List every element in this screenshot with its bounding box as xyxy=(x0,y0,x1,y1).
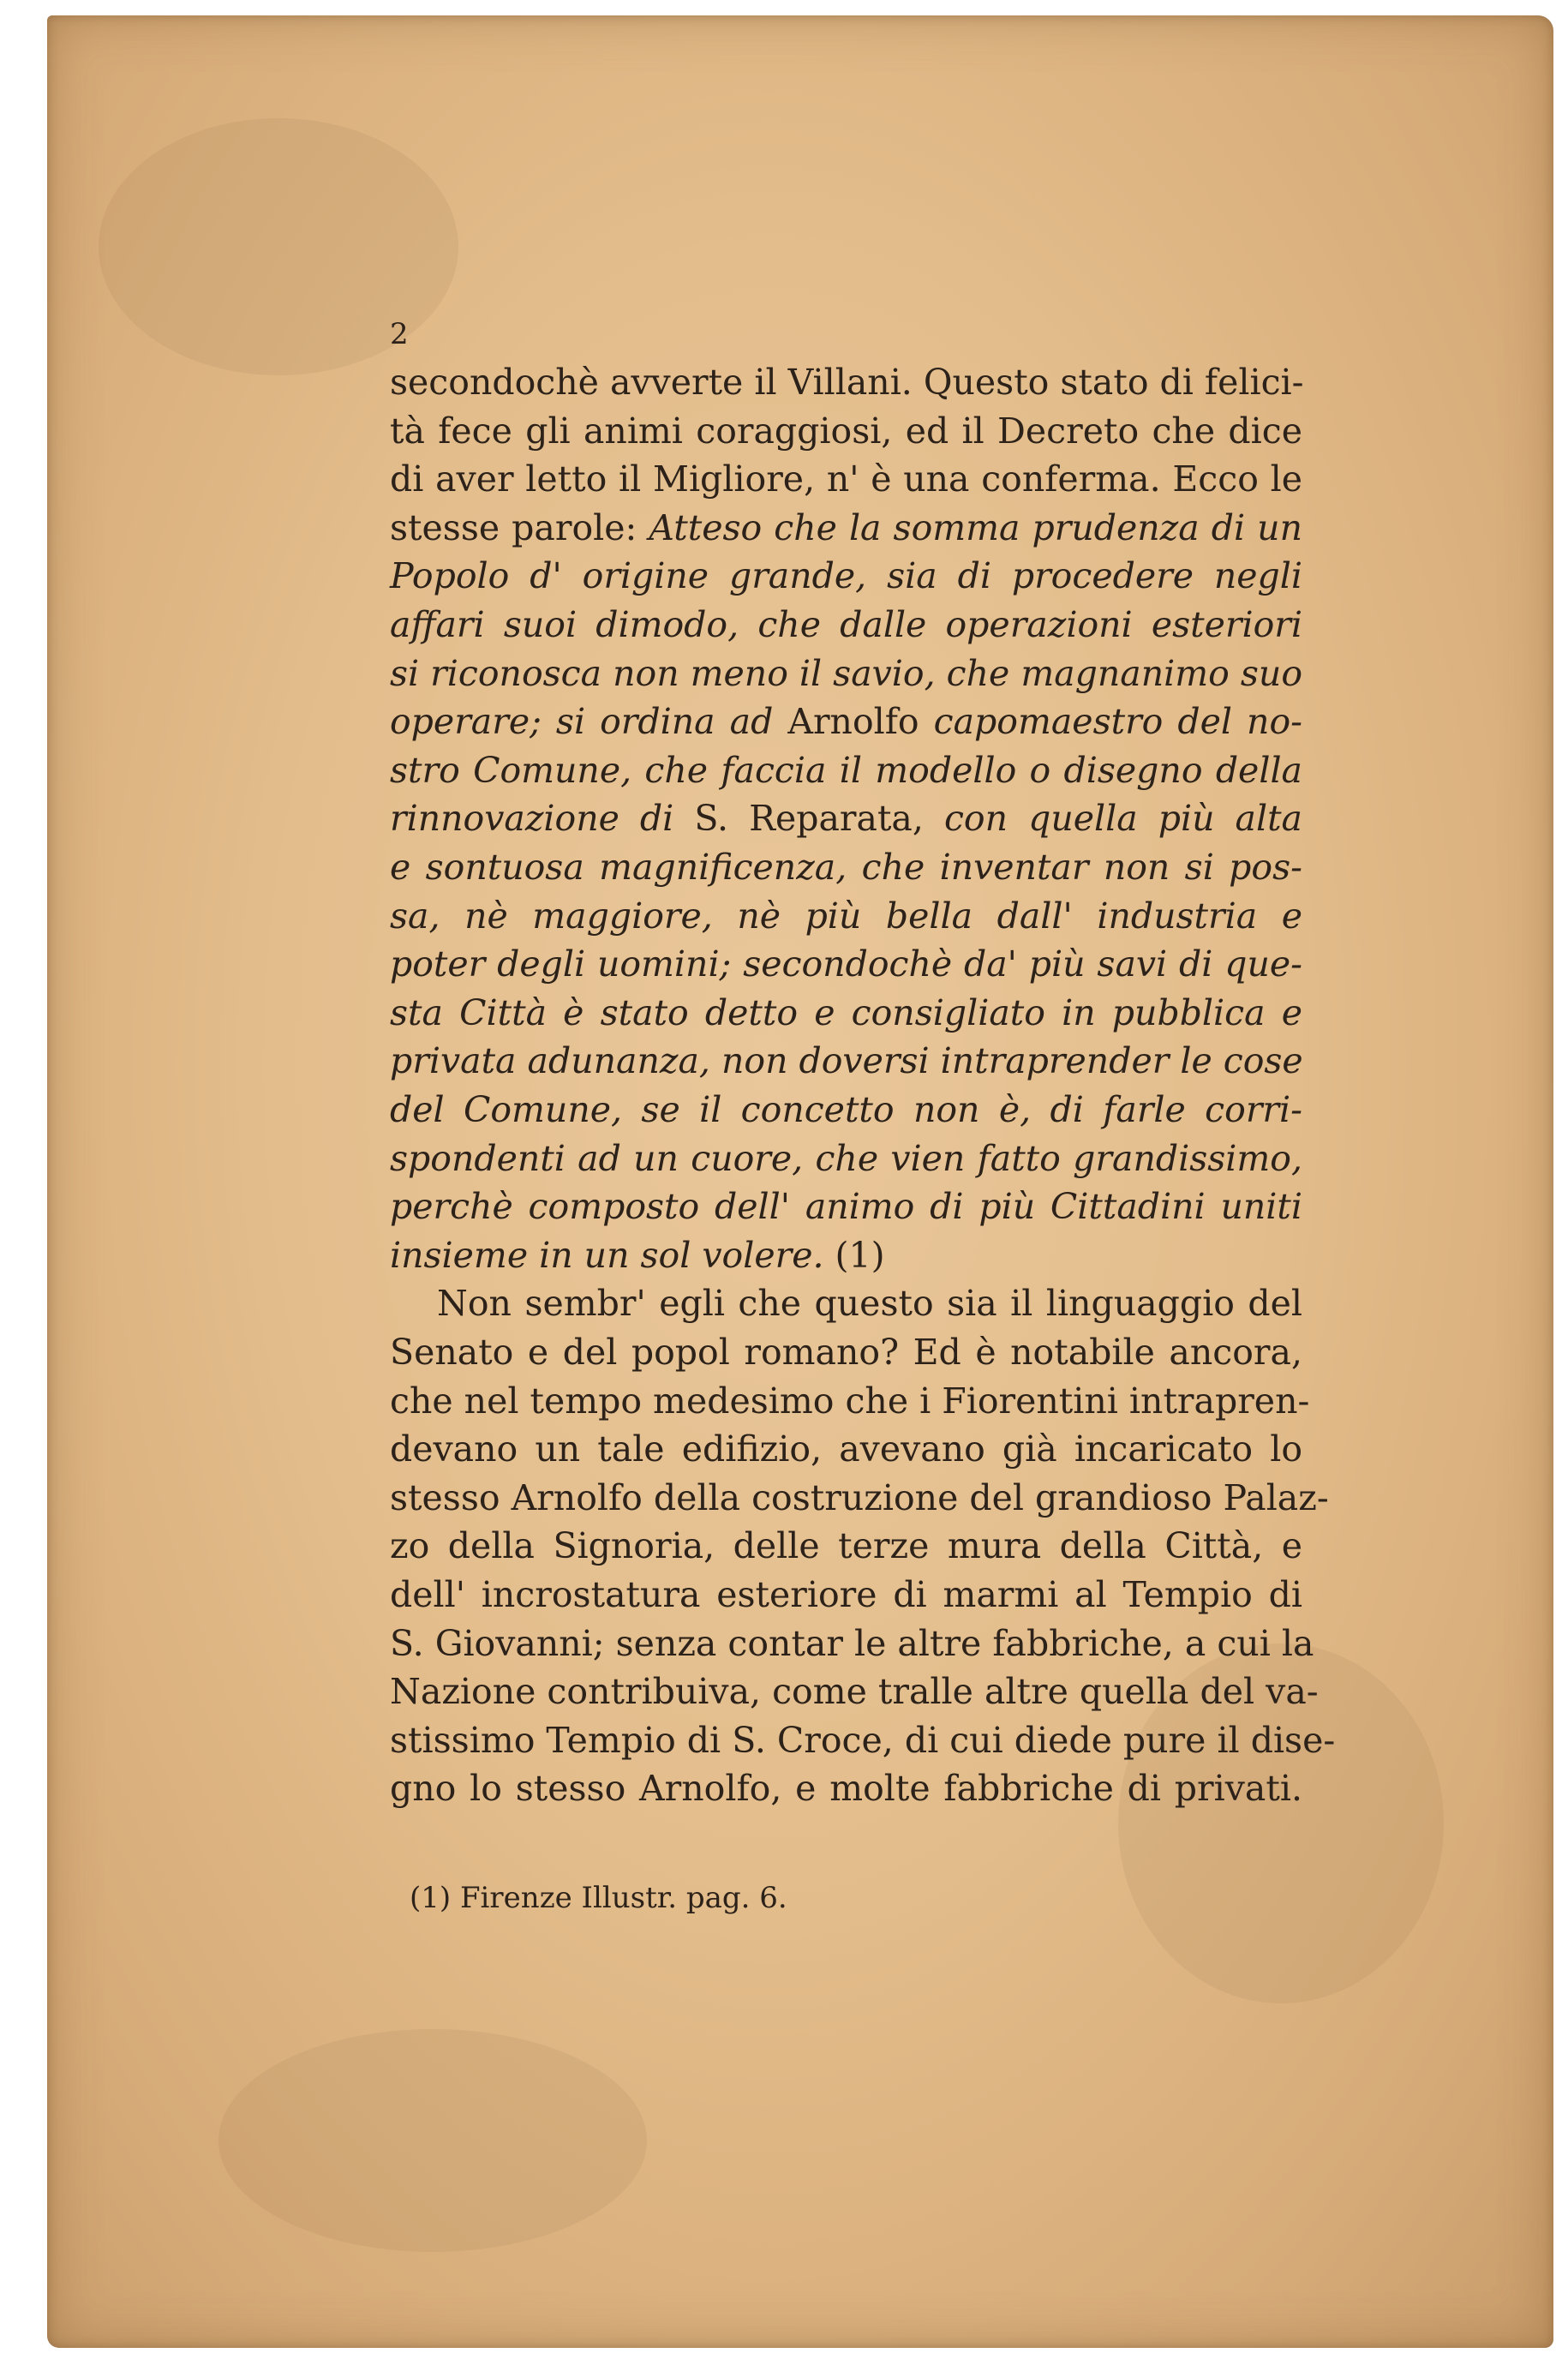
roman-run: che nel tempo medesimo che i Fiorentini intrapren- xyxy=(390,1380,1310,1422)
italic-run: operare; si ordina ad xyxy=(390,701,788,743)
roman-run: tà fece gli animi coraggiosi, ed il Decreto che dice xyxy=(390,410,1302,452)
text-line xyxy=(390,407,1302,455)
roman-run: zo della Signoria, delle terze mura della Città, e xyxy=(390,1525,1302,1567)
roman-run: di aver letto il Migliore, n' è una conferma. Ecco le xyxy=(390,458,1302,500)
italic-run: rinnovazione di xyxy=(390,798,695,840)
text-line xyxy=(390,940,1302,988)
italic-run: privata adunanza, non doversi intraprender le cose xyxy=(390,1040,1303,1082)
roman-run: S. Reparata, xyxy=(694,798,924,840)
roman-run: Non sembr' egli che questo sia il linguaggio del xyxy=(437,1283,1302,1325)
text-line xyxy=(390,1522,1302,1570)
italic-run: stro Comune, che faccia il modello o disegno della xyxy=(390,749,1302,791)
text-line xyxy=(390,1328,1302,1376)
text-line xyxy=(390,1764,1302,1812)
text-line xyxy=(390,1377,1310,1425)
text-line xyxy=(390,989,1302,1037)
text-line xyxy=(390,1037,1302,1085)
italic-run: Atteso che la somma prudenza di un xyxy=(649,506,1302,548)
italic-run: insieme in un sol volere. xyxy=(390,1234,824,1276)
italic-run: spondenti ad un cuore, che vien fatto grandissimo, xyxy=(390,1137,1302,1179)
text-line xyxy=(390,1716,1336,1764)
roman-run: dell' incrostatura esteriore di marmi al Tempio di xyxy=(390,1574,1302,1615)
italic-run: poter degli uomini; secondochè da' più savi di que- xyxy=(390,943,1302,985)
roman-run: gno lo stesso Arnolfo, e molte fabbriche di privati. xyxy=(390,1768,1302,1810)
italic-run: con quella più alta xyxy=(923,798,1303,840)
italic-run: del Comune, se il concetto non è, di farle corri- xyxy=(390,1089,1302,1130)
roman-run: stesso Arnolfo della costruzione del grandioso Palaz- xyxy=(390,1476,1329,1518)
text-line xyxy=(390,650,1302,698)
text-line xyxy=(390,1182,1302,1230)
text-line xyxy=(390,455,1302,503)
roman-run: Senato e del popol romano? Ed è notabile ancora, xyxy=(390,1332,1302,1373)
roman-run: stissimo Tempio di S. Croce, di cui diede pure il dise- xyxy=(390,1719,1336,1761)
text-line xyxy=(390,1425,1302,1473)
text-line xyxy=(390,1135,1302,1182)
roman-run: Arnolfo xyxy=(787,701,919,743)
text-line xyxy=(390,552,1302,600)
text-line xyxy=(390,601,1302,649)
text-line xyxy=(390,698,1302,745)
roman-run: devano un tale edifizio, avevano già incaricato lo xyxy=(390,1428,1302,1470)
footnote: (1) Firenze Illustr. pag. 6. xyxy=(410,1881,787,1915)
italic-run: perchè composto dell' animo di più Cittadini uniti xyxy=(390,1186,1302,1228)
text-line xyxy=(390,1667,1319,1715)
text-line xyxy=(390,794,1302,842)
text-line xyxy=(390,1086,1302,1134)
text-line xyxy=(390,843,1302,891)
italic-run: sta Città è stato detto e consigliato in pubblica e xyxy=(390,991,1302,1033)
text-line xyxy=(390,892,1302,940)
paper-stain xyxy=(218,2029,647,2252)
text-line xyxy=(390,504,1302,552)
text-line xyxy=(390,1231,1302,1279)
italic-run: sa, nè maggiore, nè più bella dall' industria e xyxy=(390,895,1302,937)
page-number: 2 xyxy=(390,317,409,351)
text-line xyxy=(390,1620,1314,1667)
text-line xyxy=(437,1279,1302,1327)
italic-run: e sontuosa magnificenza, che inventar non si pos- xyxy=(390,847,1302,888)
text-line xyxy=(390,358,1302,406)
roman-run: (1) xyxy=(823,1234,885,1276)
roman-run: stesse parole: xyxy=(390,506,649,548)
italic-run: capomaestro del no- xyxy=(919,701,1302,743)
italic-run: si riconosca non meno il savio, che magnanimo suo xyxy=(390,652,1302,694)
text-line xyxy=(390,1571,1302,1619)
text-line xyxy=(390,1474,1329,1522)
text-line xyxy=(390,746,1302,794)
roman-run: S. Giovanni; senza contar le altre fabbriche, a cui la xyxy=(390,1622,1314,1664)
italic-run: affari suoi dimodo, che dalle operazioni esteriori xyxy=(390,604,1302,645)
roman-run: secondochè avverte il Villani. Questo stato di felici- xyxy=(390,362,1304,403)
roman-run: Nazione contribuiva, come tralle altre quella del va- xyxy=(390,1671,1319,1713)
italic-run: Popolo d' origine grande, sia di procedere negli xyxy=(390,555,1302,597)
